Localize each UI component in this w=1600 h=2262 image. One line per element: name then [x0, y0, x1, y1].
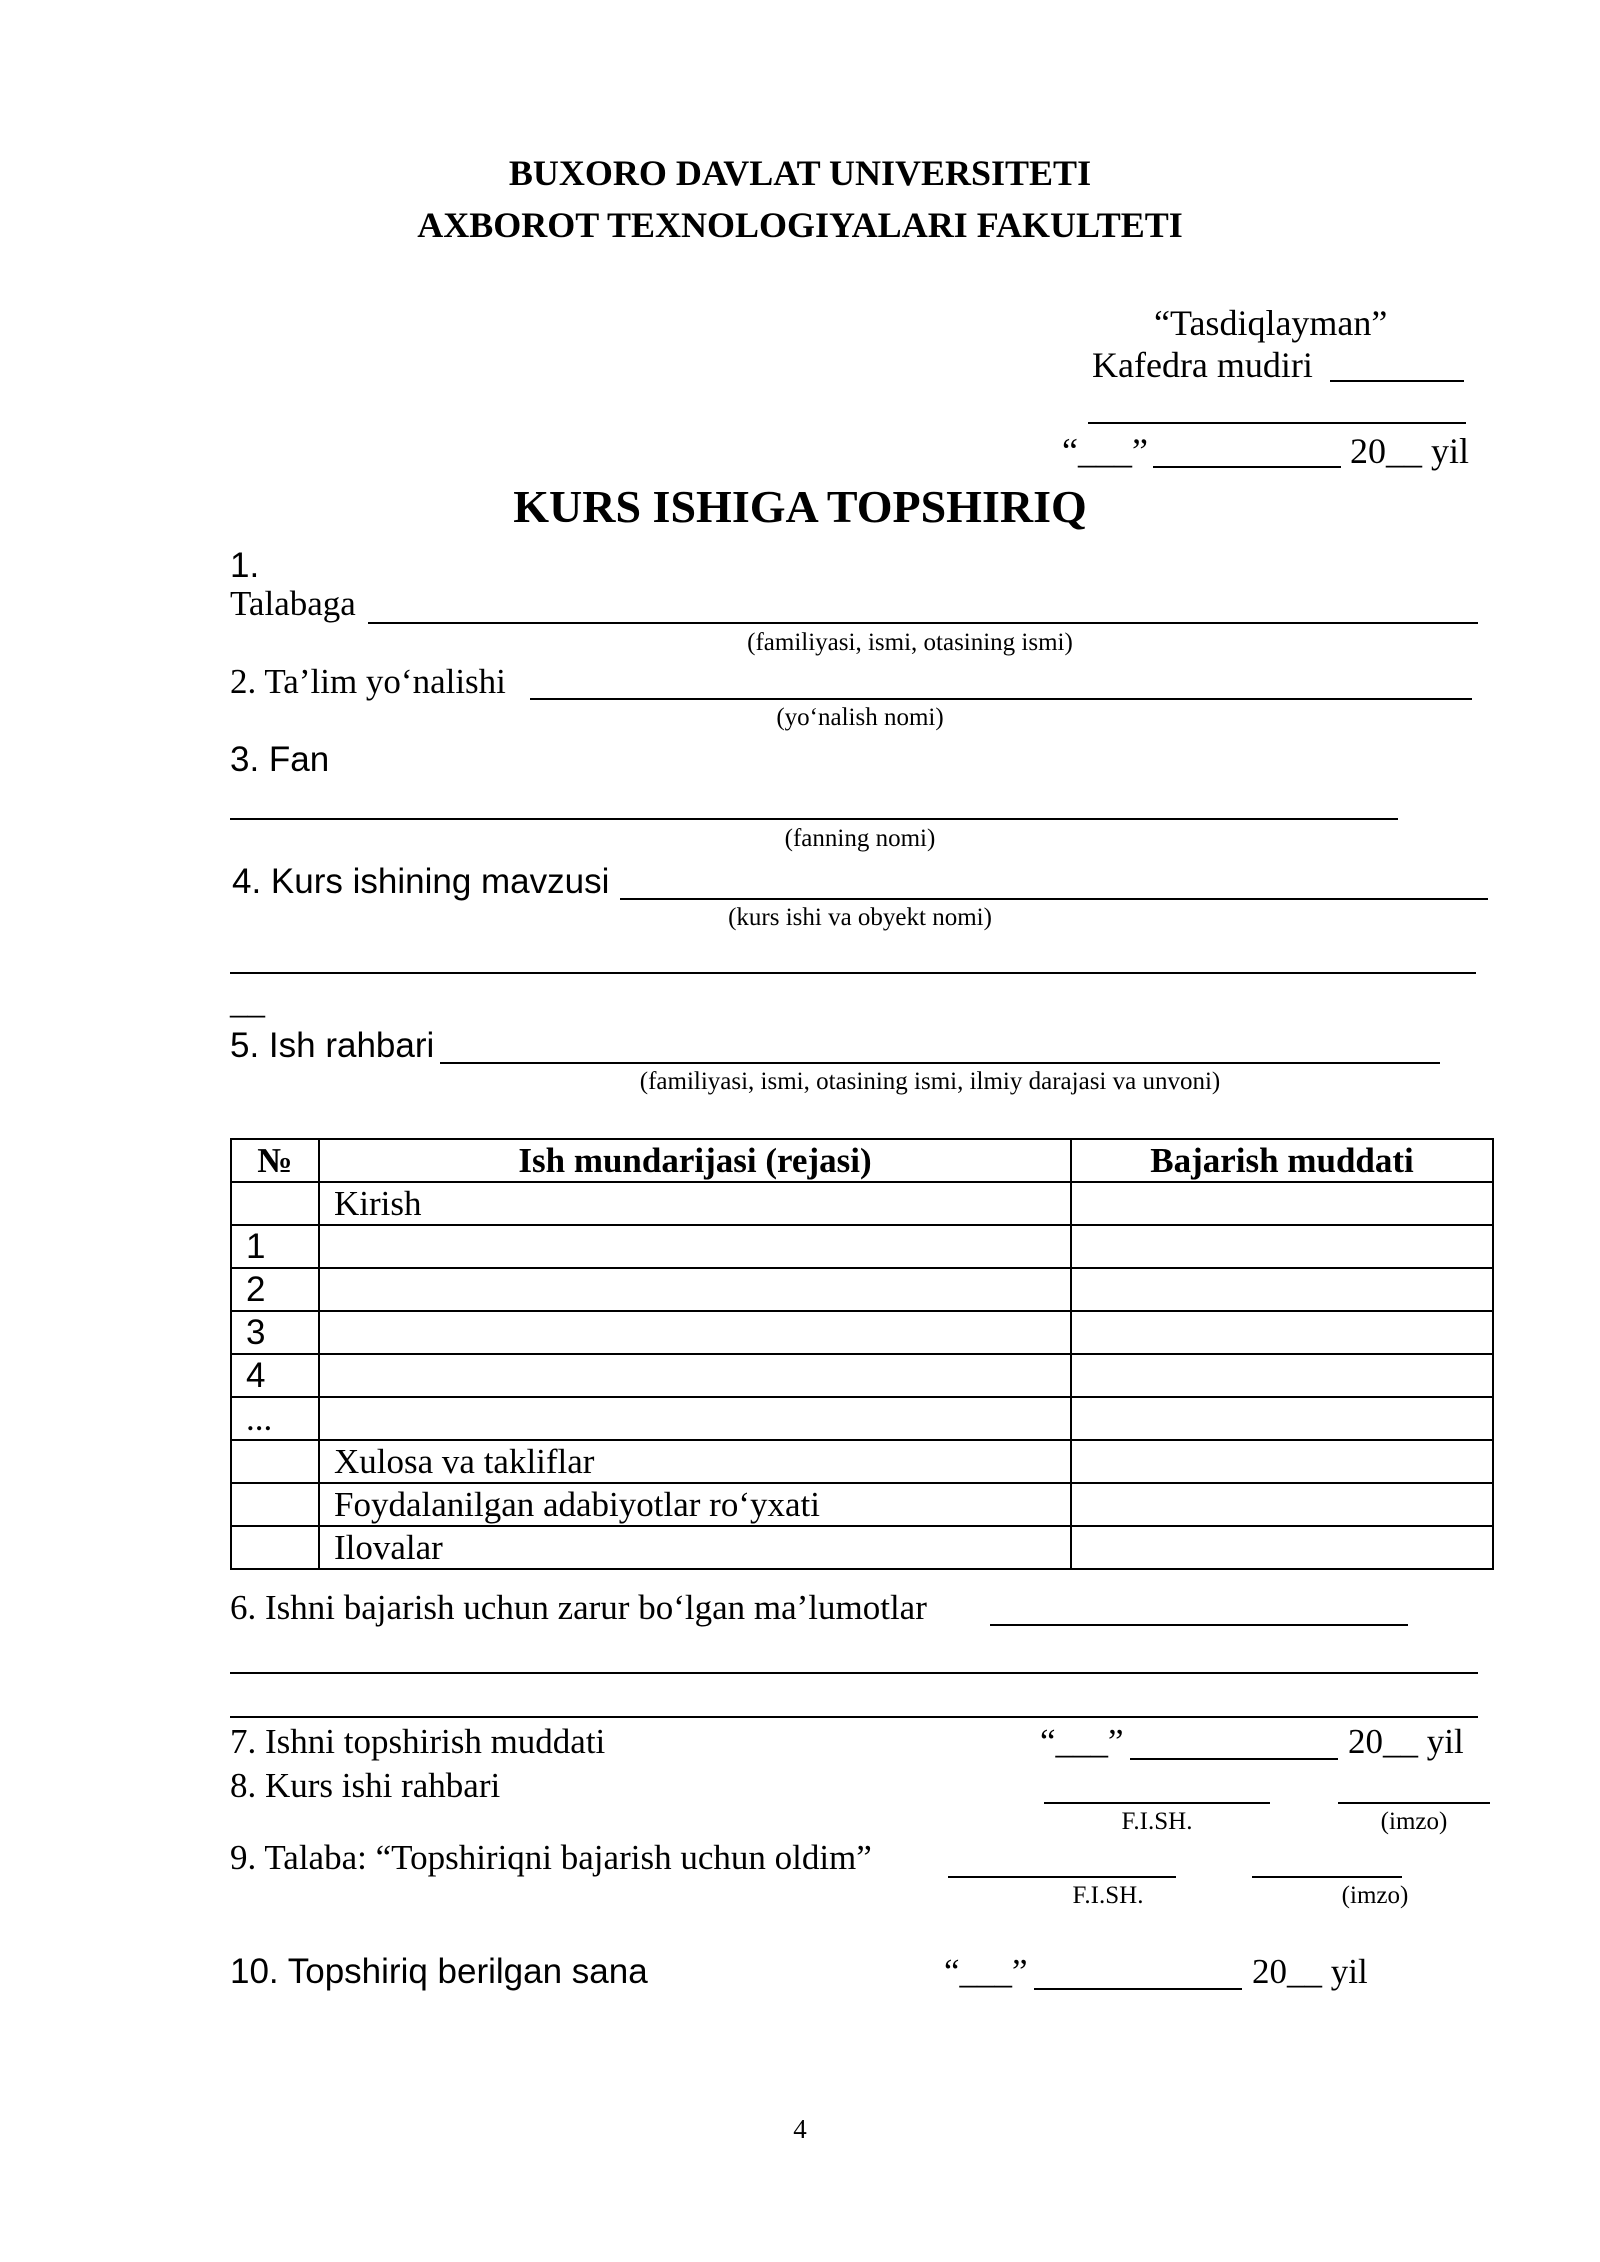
table-row: [231, 1483, 1493, 1526]
data-line-3[interactable]: [230, 1716, 1478, 1718]
student-number: 1.: [230, 546, 260, 585]
row-number: [231, 1526, 319, 1569]
topic-label: 4. Kurs ishining mavzusi: [232, 862, 610, 901]
row-content[interactable]: [319, 1354, 1071, 1397]
row-deadline[interactable]: [1071, 1483, 1493, 1526]
row-deadline[interactable]: [1071, 1225, 1493, 1268]
student-label: Talabaga: [230, 584, 356, 623]
row-deadline[interactable]: [1071, 1182, 1493, 1225]
row-deadline[interactable]: [1071, 1526, 1493, 1569]
row-content[interactable]: Ilovalar: [319, 1526, 1071, 1569]
row-number: 4: [231, 1354, 319, 1397]
table-row: [231, 1440, 1493, 1483]
row-deadline[interactable]: [1071, 1440, 1493, 1483]
topic-extra: __: [230, 982, 265, 1021]
data-label: 6. Ishni bajarish uchun zarur bo‘lgan ma’lumotlar: [230, 1588, 927, 1627]
row-number: 1: [231, 1225, 319, 1268]
direction-label: 2. Ta’lim yo‘nalishi: [230, 662, 506, 701]
row-content[interactable]: Foydalanilgan adabiyotlar ro‘yxati: [319, 1483, 1071, 1526]
course-supervisor-label: 8. Kurs ishi rahbari: [230, 1766, 501, 1805]
subject-label: 3. Fan: [230, 740, 330, 779]
supervisor-hint: (familiyasi, ismi, otasining ismi, ilmiy darajasi va unvoni): [639, 1068, 1221, 1095]
row-content[interactable]: Kirish: [319, 1182, 1071, 1225]
issued-year: 20__ yil: [1252, 1952, 1368, 1991]
head-signature-line: [1330, 380, 1464, 382]
head-label: Kafedra mudiri: [1092, 345, 1313, 385]
table-row: [231, 1526, 1493, 1569]
issued-quote: “___”: [944, 1952, 1028, 1991]
subject-hint: (fanning nomi): [784, 825, 936, 852]
student-fish-line[interactable]: [948, 1876, 1176, 1878]
faculty-name: AXBOROT TEXNOLOGIYALARI FAKULTETI: [417, 205, 1183, 245]
plan-table: [230, 1138, 1494, 1570]
table-row: [231, 1311, 1493, 1354]
table-row: [231, 1354, 1493, 1397]
table-row: [231, 1397, 1493, 1440]
approval-date-year: 20__ yil: [1350, 431, 1470, 471]
deadline-year: 20__ yil: [1348, 1722, 1464, 1761]
row-deadline[interactable]: [1071, 1354, 1493, 1397]
supervisor-imzo-hint: (imzo): [1380, 1808, 1448, 1835]
table-header-row: [231, 1139, 1493, 1182]
data-line[interactable]: [990, 1624, 1408, 1626]
topic-line-2[interactable]: [230, 972, 1476, 974]
row-number: [231, 1440, 319, 1483]
table-row: [231, 1268, 1493, 1311]
direction-hint: (yo‘nalish nomi): [776, 704, 944, 731]
column-header-deadline: Bajarish muddati: [1071, 1139, 1493, 1182]
subject-line[interactable]: [230, 818, 1398, 820]
row-number: 2: [231, 1268, 319, 1311]
deadline-label: 7. Ishni topshirish muddati: [230, 1722, 606, 1761]
row-deadline[interactable]: [1071, 1268, 1493, 1311]
deadline-line[interactable]: [1130, 1758, 1338, 1760]
document-title: KURS ISHIGA TOPSHIRIQ: [513, 481, 1087, 532]
supervisor-fish-hint: F.I.SH.: [1121, 1808, 1193, 1835]
row-deadline[interactable]: [1071, 1311, 1493, 1354]
supervisor-label: 5. Ish rahbari: [230, 1026, 435, 1065]
topic-hint: (kurs ishi va obyekt nomi): [728, 904, 992, 931]
issued-label: 10. Topshiriq berilgan sana: [230, 1952, 648, 1991]
column-header-number: №: [231, 1139, 319, 1182]
table-row: [231, 1182, 1493, 1225]
page-number: 4: [793, 2114, 807, 2144]
student-line[interactable]: [368, 622, 1478, 624]
data-line-2[interactable]: [230, 1672, 1478, 1674]
issued-line[interactable]: [1034, 1988, 1242, 1990]
supervisor-fish-line[interactable]: [1044, 1802, 1270, 1804]
university-name: BUXORO DAVLAT UNIVERSITETI: [508, 153, 1092, 193]
row-number: [231, 1182, 319, 1225]
row-number: 3: [231, 1311, 319, 1354]
student-fish-hint: F.I.SH.: [1072, 1882, 1144, 1909]
student-imzo-line[interactable]: [1252, 1876, 1402, 1878]
row-number: ...: [231, 1397, 319, 1440]
row-content[interactable]: [319, 1268, 1071, 1311]
row-number: [231, 1483, 319, 1526]
column-header-content: Ish mundarijasi (rejasi): [319, 1139, 1071, 1182]
supervisor-line[interactable]: [440, 1062, 1440, 1064]
row-deadline[interactable]: [1071, 1397, 1493, 1440]
row-content[interactable]: [319, 1397, 1071, 1440]
direction-line[interactable]: [530, 698, 1472, 700]
row-content[interactable]: Xulosa va takliflar: [319, 1440, 1071, 1483]
row-content[interactable]: [319, 1225, 1071, 1268]
row-content[interactable]: [319, 1311, 1071, 1354]
approve-text: “Tasdiqlayman”: [1154, 303, 1388, 343]
student-hint: (familiyasi, ismi, otasining ismi): [747, 629, 1073, 656]
table-row: [231, 1225, 1493, 1268]
student-imzo-hint: (imzo): [1341, 1882, 1409, 1909]
deadline-quote: “___”: [1040, 1722, 1124, 1761]
topic-line[interactable]: [620, 898, 1488, 900]
student-receipt-label: 9. Talaba: “Topshiriqni bajarish uchun oldim”: [230, 1838, 872, 1877]
approval-date-line: [1153, 466, 1341, 468]
approval-date-quote: “___”: [1062, 431, 1148, 471]
head-name-line: [1088, 422, 1466, 424]
supervisor-imzo-line[interactable]: [1338, 1802, 1490, 1804]
